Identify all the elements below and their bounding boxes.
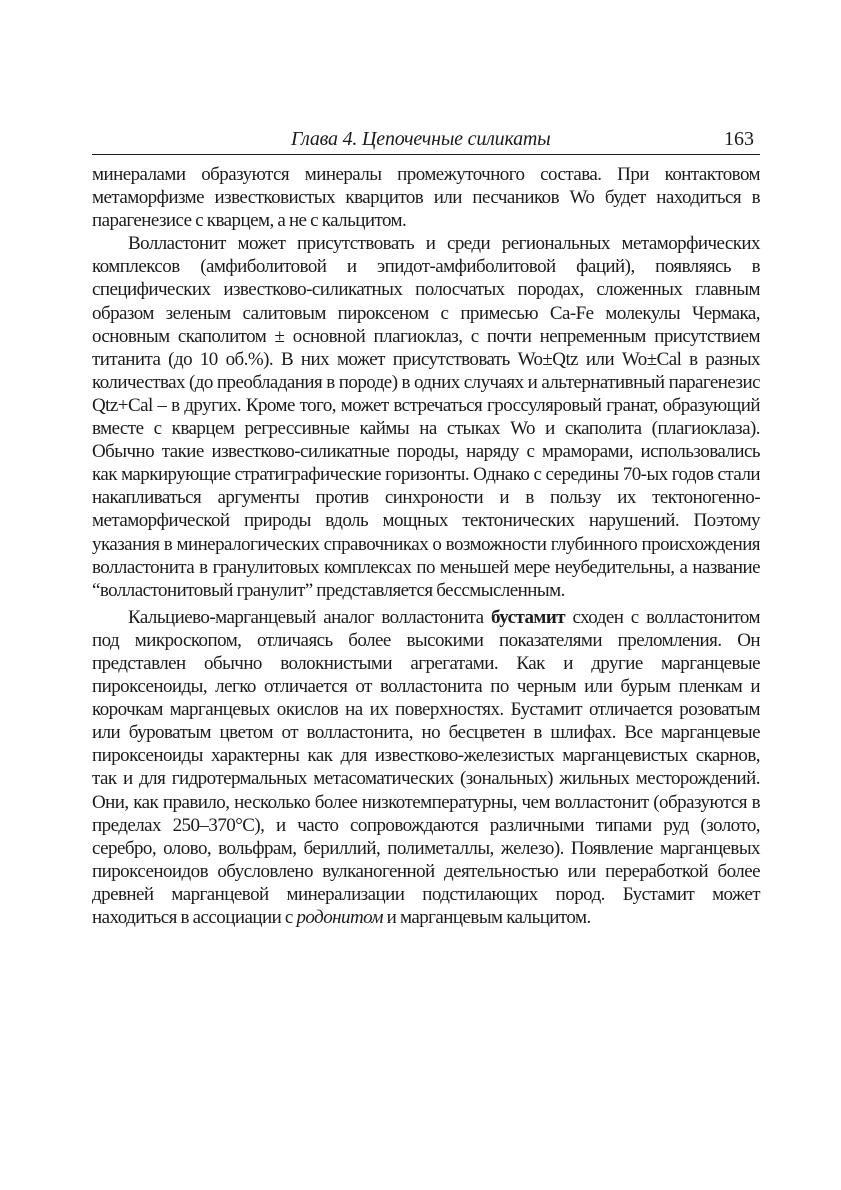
paragraph-wollastonite-regional: Волластонит может присутствовать и среди региональных метаморфических комплексов (амфиболитовой и эпидот-амфиболитовой фаций), появляясь в специфических известково-силикатных полосчатых породах, сложенных главным образом зеленым салитовым пироксеном с примесью Ca-Fe молекулы Чермака, основным скаполитом ± основной плагиоклаз, с почти непременным присутствием титанита (до 10 об.%). В них может присутствовать Wo±Qtz или Wo±Cal в разных количествах (до преобладания в породе) в одних случаях и альтернативный парагенезис Qtz+Cal – в других. Кроме того, может встречаться гроссуляровый гранат, образующий вместе с кварцем регрессивные каймы на стыках Wo и скаполита (плагиоклаза). Обычно такие известково-силикатные породы, наряду с мраморами, использовались как маркирующие стратиграфические горизонты. Однако с середины 70-ых годов стали накапливаться аргументы против синхроности и в пользу их тектоногенно-метаморфической природы вдоль мощных тектонических нарушений. Поэтому указания в минералогических справочниках о возможности глубинного происхождения волластонита в гранулитовых комплексах по меньшей мере неубедительны, а название “волластонитовый гранулит” представляется бессмысленным. — [92, 233, 760, 601]
paragraph-bustamite — [92, 606, 760, 929]
paragraph-continued: минералами образуются минералы промежуточного состава. При контактовом метаморфизме известковистых кварцитов или песчаников Wo будет находиться в парагенезисе с кварцем, а не с кальцитом. — [92, 164, 760, 232]
body-text — [92, 163, 760, 933]
header-rule — [92, 154, 760, 155]
bold-term-bustamite: бустамит — [490, 606, 565, 628]
paragraph-text-segment: сходен с волластонитом под микроскопом, отличаясь более высокими показателями преломления. Он представлен обычно волокнистыми агрегатами. Как и другие марганцевые пироксеноиды, легко отличается от волластонита по черным или бурым пленкам и корочкам марганцевых окислов на их поверхностях. Бустамит отличается розоватым или буроватым цветом от волластонита, но бесцветен в шлифах. Все марганцевые пироксеноиды характерны как для известково-железистых марганцевистых скарнов, так и для гидротермальных метасоматических (зональных) жильных месторождений. Они, как правило, несколько более низкотемпературны, чем волластонит (образуются в пределах 250–370°C), и часто сопровождаются различными типами руд (золото, серебро, олово, вольфрам, бериллий, полиметаллы, железо). Появление марганцевых пироксеноидов обусловлено вулканогенной деятельностью или переработкой более древней марганцевой минерализации подстилающих пород. Бустамит может находиться в ассоциации с — [92, 606, 760, 928]
page-number: 163 — [724, 128, 754, 150]
paragraph-text-segment: и марганцевым кальцитом. — [382, 907, 591, 928]
chapter-title: Глава 4. Цепочечные силикаты — [291, 128, 551, 150]
italic-term-rhodonite: родонитом — [296, 907, 383, 928]
paragraph-text-segment: Кальциево-марганцевый аналог волластонита — [128, 606, 491, 628]
